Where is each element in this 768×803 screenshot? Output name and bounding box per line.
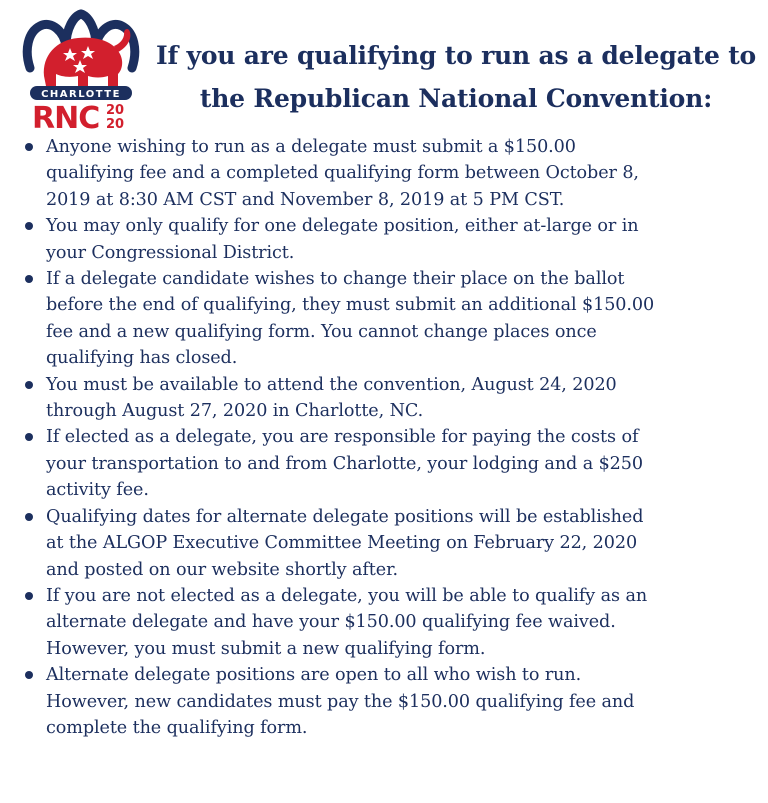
list-item [22,662,748,741]
list-item-text-line: You must be available to attend the convention, August 24, 2020 [46,374,617,395]
bullet-dot-icon [25,275,33,283]
bullet-dot-icon [25,143,33,151]
elephant-icon [44,38,122,86]
list-item-text-line: activity fee. [46,480,149,501]
logo-city-text: CHARLOTTE [41,89,121,100]
list-item-text-line: If elected as a delegate, you are responsible for paying the costs of [46,427,639,448]
list-item-text-line: Qualifying dates for alternate delegate positions will be established [46,506,644,527]
rnc-2020-logo [22,6,140,132]
list-item-text-line: alternate delegate and have your $150.00 qualifying fee waived. [46,612,616,633]
list-item-text-line: qualifying fee and a completed qualifying form between October 8, [46,163,639,184]
list-item-text-line: your transportation to and from Charlotte, your lodging and a $250 [46,453,643,474]
bullet-dot-icon [25,222,33,230]
list-item-text-line: You may only qualify for one delegate position, either at-large or in [46,216,639,237]
list-item [22,372,748,425]
list-item [22,134,748,213]
list-item-text-line: fee and a new qualifying form. You cannot change places once [46,321,597,342]
list-item [22,583,748,662]
logo-year-top: 20 [106,103,125,118]
list-item-text-line: Alternate delegate positions are open to all who wish to run. [46,665,582,686]
requirements-list [22,134,748,741]
list-item [22,424,748,503]
list-item-text-line: through August 27, 2020 in Charlotte, NC. [46,401,424,422]
list-item-text-line: your Congressional District. [46,242,295,263]
list-item [22,213,748,266]
title-line: If you are qualifying to run as a delegate to [155,41,757,70]
list-item-text-line: 2019 at 8:30 AM CST and November 8, 2019 at 5 PM CST. [46,189,565,210]
list-item-text-line: However, you must submit a new qualifying form. [46,638,486,659]
logo-rnc-text: RNC [32,101,100,132]
list-item [22,266,748,372]
bullet-dot-icon [25,513,33,521]
rnc-logo-graphic [22,6,140,132]
page-title [150,34,762,120]
list-item-text-line: before the end of qualifying, they must submit an additional $150.00 [46,295,655,316]
title-line: the Republican National Convention: [199,84,713,113]
list-item-text-line: However, new candidates must pay the $150.00 qualifying fee and [46,691,635,712]
list-item-text-line: If a delegate candidate wishes to change their place on the ballot [46,269,625,290]
list-item [22,504,748,583]
logo-year-bottom: 20 [106,117,125,132]
list-item-text-line: qualifying has closed. [46,348,238,369]
list-item-text-line: at the ALGOP Executive Committee Meeting on February 22, 2020 [46,533,638,554]
list-item-text-line: complete the qualifying form. [46,717,308,738]
list-item-text-line: and posted on our website shortly after. [46,559,398,580]
list-item-text-line: If you are not elected as a delegate, you will be able to qualify as an [46,585,648,606]
list-item-text-line: Anyone wishing to run as a delegate must submit a $150.00 [46,137,576,157]
bullet-dot-icon [25,592,33,600]
bullet-dot-icon [25,671,33,679]
bullet-dot-icon [25,381,33,389]
bullet-dot-icon [25,433,33,441]
